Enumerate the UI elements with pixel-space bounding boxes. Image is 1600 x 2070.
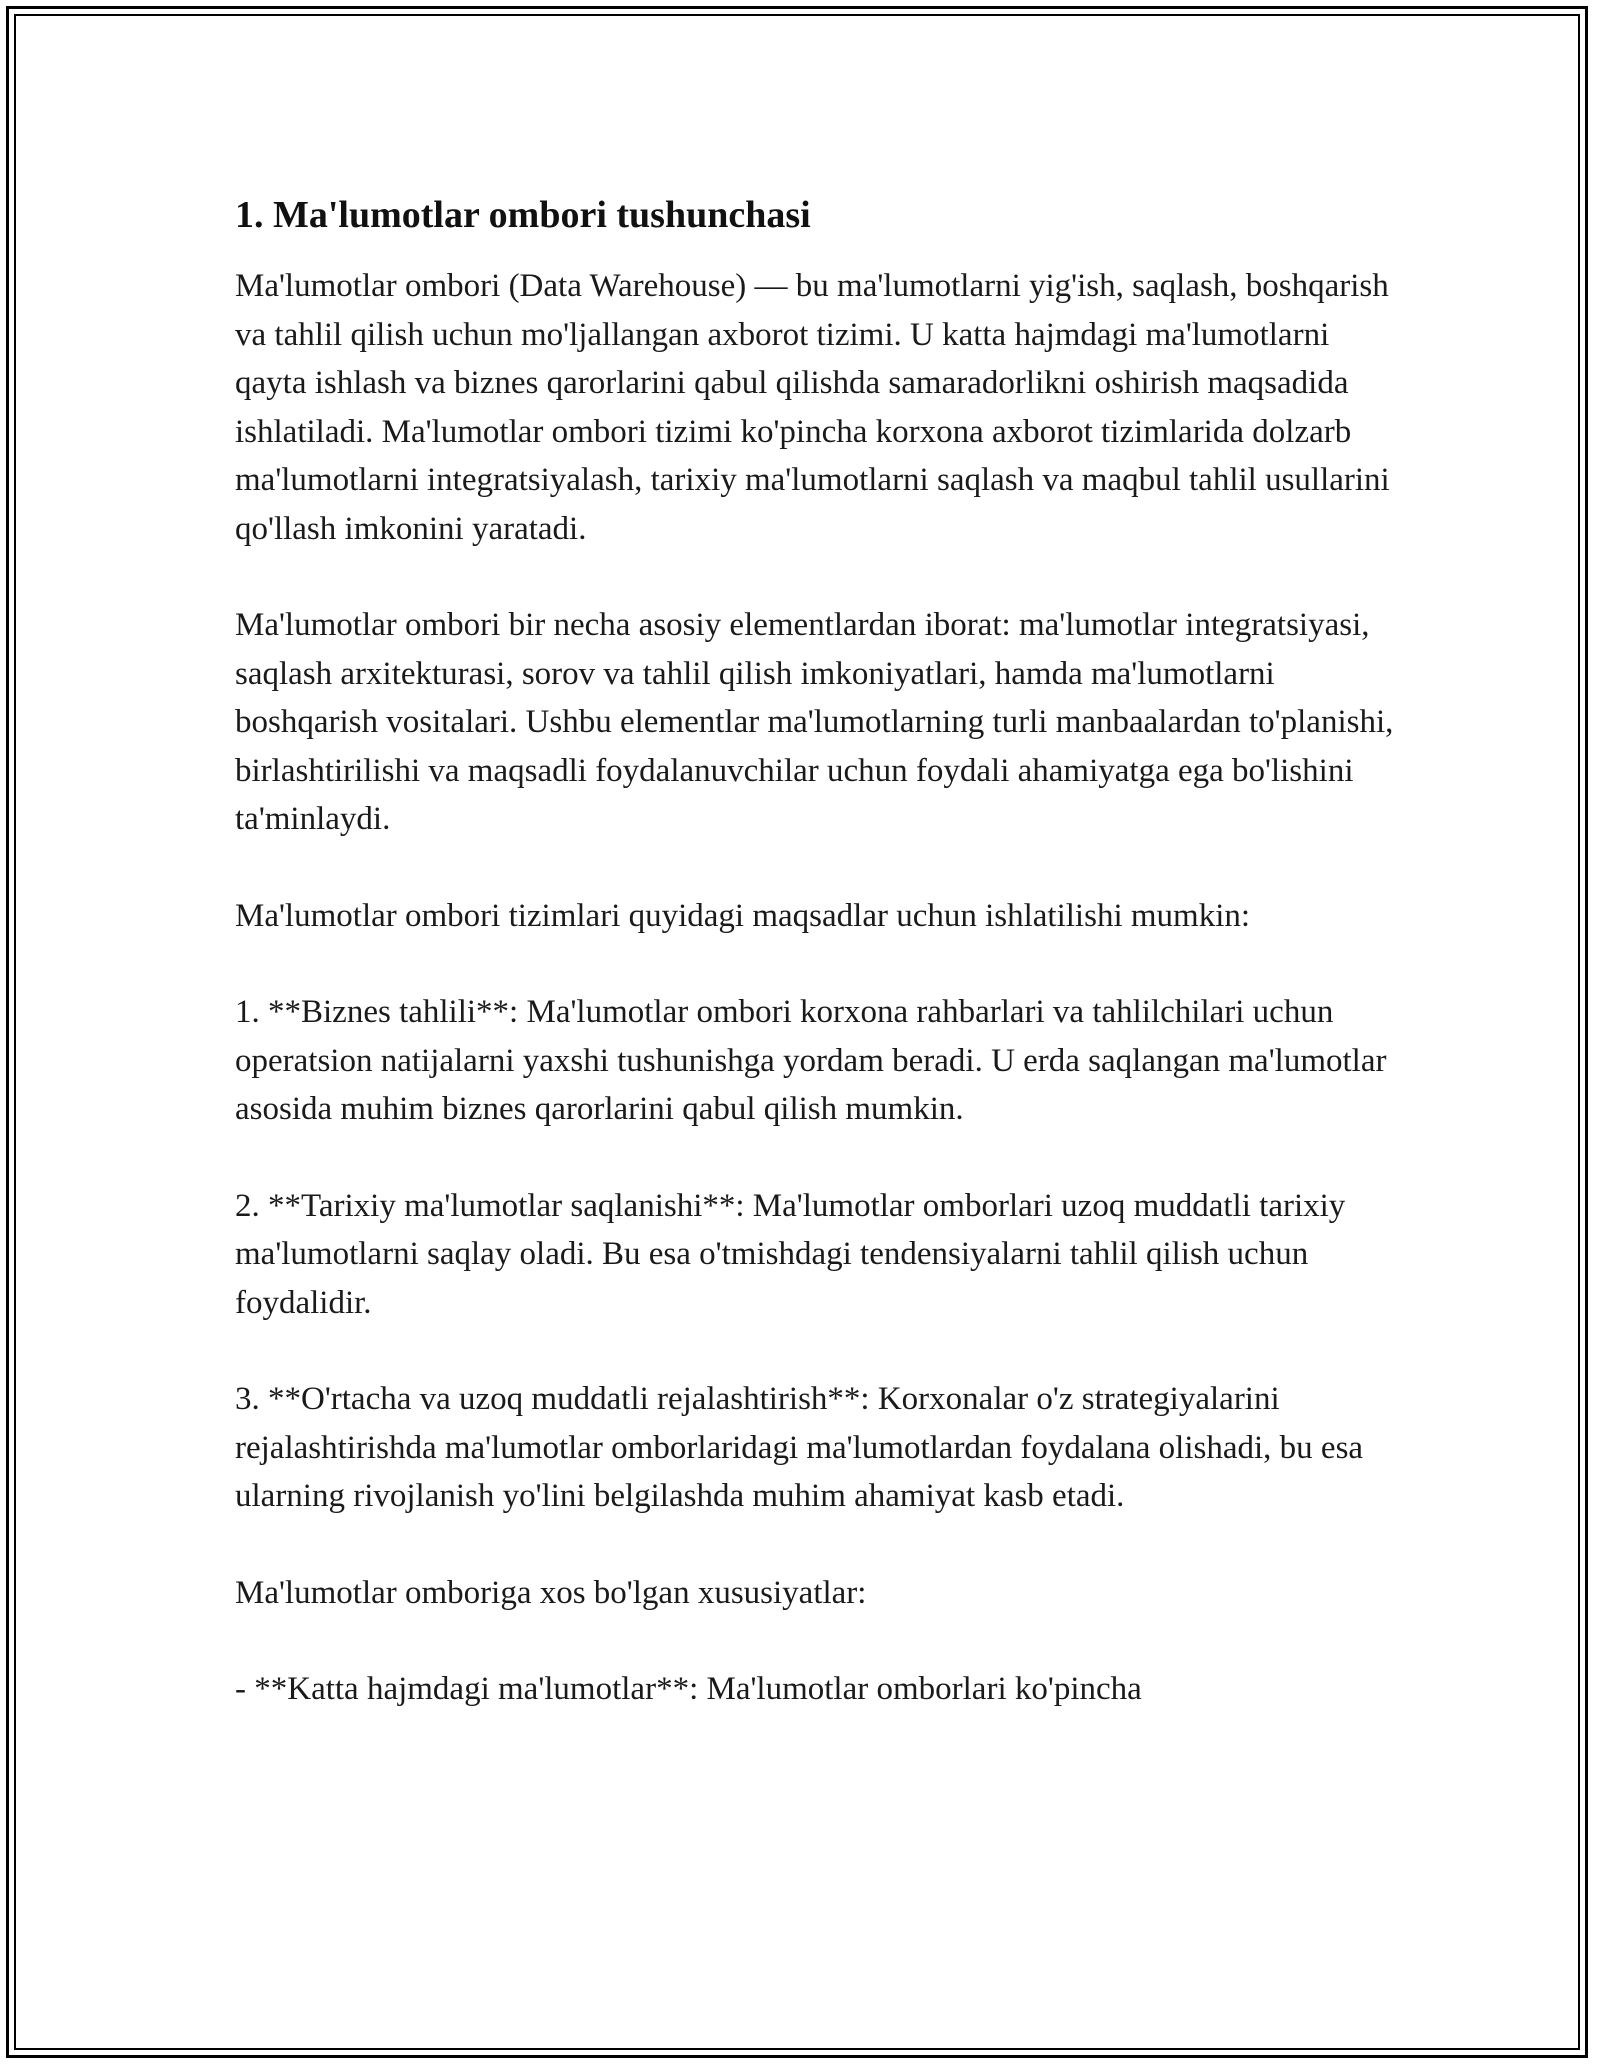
paragraph-definition: Ma'lumotlar ombori (Data Warehouse) — bu ma'lumotlarni yig'ish, saqlash, boshqarish va tahlil qilish uchun mo'ljallangan axborot tizimi. U katta hajmdagi ma'lumotlarni qayta ishlash va biznes qarorlarini qabul qilishda samaradorlikni oshirish maqsadida ishlatiladi. Ma'lumotlar ombori tizimi ko'pincha korxona axborot tizimlarida dolzarb ma'lumotlarni integratsiyalash, tarixiy ma'lumotlarni saqlash va maqbul tahlil usullarini qo'llash imkonini yaratadi. [235, 268, 1390, 547]
paragraph-purposes-intro: Ma'lumotlar ombori tizimlari quyidagi maqsadlar uchun ishlatilishi mumkin: [235, 897, 1251, 934]
section-heading: 1. Ma'lumotlar ombori tushunchasi [235, 194, 811, 236]
list-item-historical-storage: 2. **Tarixiy ma'lumotlar saqlanishi**: Ma'lumotlar omborlari uzoq muddatli tarixiy ma'lumotlarni saqlay oladi. Bu esa o'tmishdagi tendensiyalarni tahlil qilish uchun foydalidir. [235, 1187, 1346, 1321]
paragraph-elements: Ma'lumotlar ombori bir necha asosiy elementlardan iborat: ma'lumotlar integratsiyasi, saqlash arxitekturasi, sorov va tahlil qilish imkoniyatlari, hamda ma'lumotlarni boshqarish vositalari. Ushbu elementlar ma'lumotlarning turli manbaalardan to'planishi, birlashtirilishi va maqsadli foydalanuvchilar uchun foydali ahamiyatga ega bo'lishini ta'minlaydi. [235, 607, 1394, 837]
list-item-business-analysis: 1. **Biznes tahlili**: Ma'lumotlar ombori korxona rahbarlari va tahlilchilari uchun operatsion natijalarni yaxshi tushunishga yordam beradi. U erda saqlangan ma'lumotlar asosida muhim biznes qarorlarini qabul qilish mumkin. [235, 994, 1387, 1127]
document-body [235, 186, 1395, 1762]
paragraph-features-intro: Ma'lumotlar omboriga xos bo'lgan xususiyatlar: [235, 1574, 867, 1611]
list-item-planning: 3. **O'rtacha va uzoq muddatli rejalashtirish**: Korxonalar o'z strategiyalarini rejalashtirishda ma'lumotlar omborlaridagi ma'lumotlardan foydalana olishadi, bu esa ularning rivojlanish yo'lini belgilashda muhim ahamiyat kasb etadi. [235, 1381, 1364, 1514]
list-item-large-volume: - **Katta hajmdagi ma'lumotlar**: Ma'lumotlar omborlari ko'pincha [235, 1671, 1142, 1707]
